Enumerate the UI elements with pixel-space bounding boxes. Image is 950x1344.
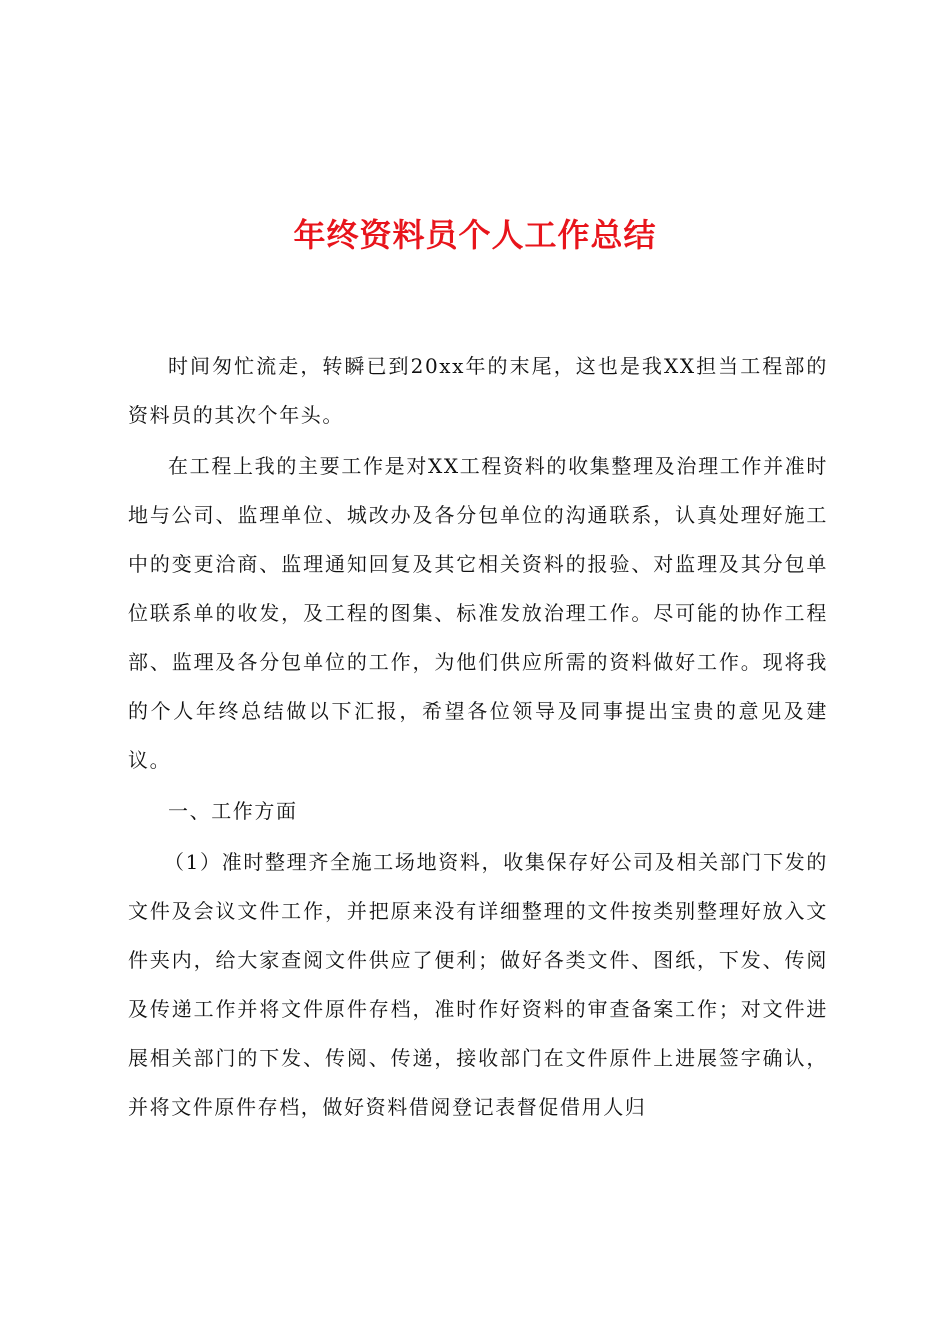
paragraph-main-work: 在工程上我的主要工作是对XX工程资料的收集整理及治理工作并准时地与公司、监理单位、城改办及各分包单位的沟通联系，认真处理好施工中的变更洽商、监理通知回复及其它相关资料的报验、对监理及其分包单位联系单的收发，及工程的图集、标准发放治理工作。尽可能的协作工程部、监理及各分包单位的工作，为他们供应所需的资料做好工作。现将我的个人年终总结做以下汇报，希望各位领导及同事提出宝贵的意见及建议。 xyxy=(128,454,828,772)
section-heading-work: 一、工作方面 xyxy=(168,799,298,823)
paragraph-item-1: （1）准时整理齐全施工场地资料，收集保存好公司及相关部门下发的文件及会议文件工作，并把原来没有详细整理的文件按类别整理好放入文件夹内，给大家查阅文件供应了便利；做好各类文件、图纸，下发、传阅及传递工作并将文件原件存档，准时作好资料的审查备案工作；对文件进展相关部门的下发、传阅、传递，接收部门在文件原件上进展签字确认，并将文件原件存档，做好资料借阅登记表督促借用人归 xyxy=(128,850,828,1119)
paragraph-intro: 时间匆忙流走，转瞬已到20xx年的末尾，这也是我XX担当工程部的资料员的其次个年头。 xyxy=(128,354,828,427)
document-title: 年终资料员个人工作总结 xyxy=(293,216,657,254)
document-body xyxy=(128,342,828,1134)
